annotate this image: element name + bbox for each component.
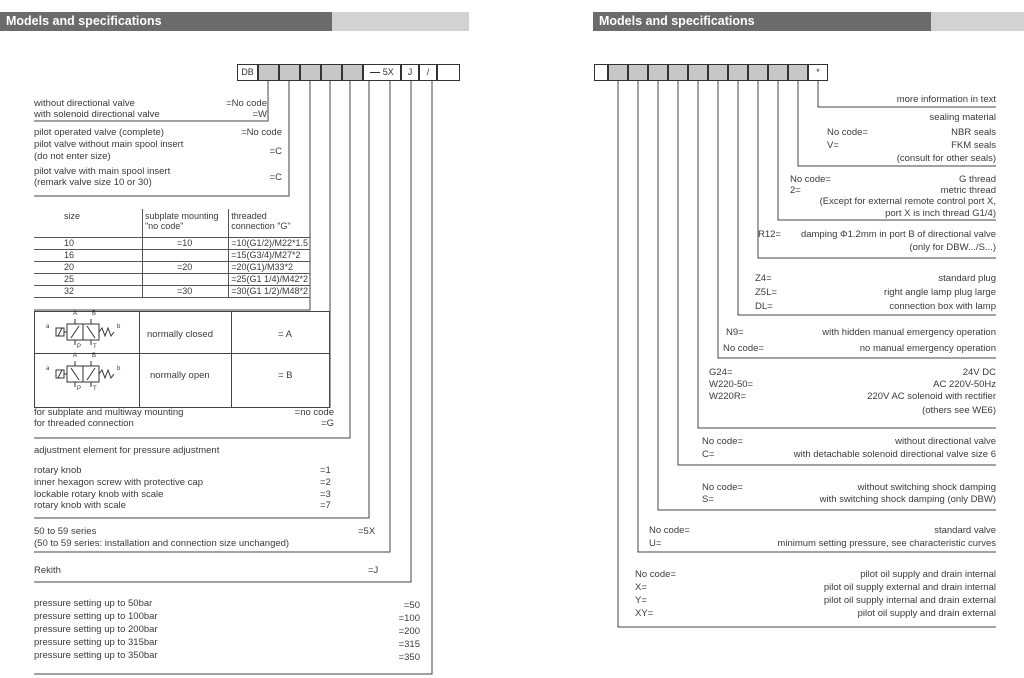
subplate-col-header: subplate mounting "no code" [142, 209, 228, 238]
threaded-cell: =25(G1 1/4)/M42*2 [229, 274, 310, 286]
symbol2-port-p: P [77, 386, 82, 392]
r-oil-k3: Y= [635, 595, 647, 606]
symbol2-port-t: T [93, 386, 97, 392]
size-cell: 25 [34, 274, 142, 286]
r-dir-k2: C= [702, 449, 715, 460]
subplate-cell: =20 [142, 262, 228, 274]
r-seal-k1: No code= [827, 127, 868, 138]
r-plug-v3: connection box with lamp [889, 301, 996, 312]
r-shock-k1: No code= [702, 482, 743, 493]
adjust-item-code: =2 [320, 477, 331, 488]
pilot-b-code: =C [269, 146, 282, 157]
r-seal-title: sealing material [929, 112, 996, 123]
pressure-label: pressure setting up to 350bar [34, 650, 158, 661]
pilot-c-code: =C [269, 172, 282, 183]
series-note: (50 to 59 series: installation and connection size unchanged) [34, 538, 290, 549]
r-manual-k2: No code= [723, 343, 764, 354]
r-seal-v3: (consult for other seals) [896, 153, 996, 164]
r-thread-k2: 2= [790, 185, 801, 196]
r-minp-k1: No code= [649, 525, 690, 536]
r-manual-k1: N9= [726, 327, 744, 338]
r-shock-v1: without switching shock damping [857, 482, 996, 493]
subplate-cell: =30 [142, 286, 228, 298]
series-code: =5X [358, 526, 376, 537]
r-volt-k1: G24= [709, 367, 733, 378]
symbol1-b: b [117, 324, 121, 330]
pressure-code: =100 [398, 613, 420, 624]
r-r12-k: R12= [758, 229, 781, 240]
r-plug-k1: Z4= [755, 273, 772, 284]
r-plug-k2: Z5L= [755, 287, 777, 298]
r-dir-k1: No code= [702, 436, 743, 447]
r-oil-v1: pilot oil supply and drain internal [860, 569, 996, 580]
r-minp-v2: minimum setting pressure, see characteristic curves [777, 538, 996, 549]
r-dir-v1: without directional valve [895, 436, 996, 447]
r-seal-v1: NBR seals [951, 127, 996, 138]
r-volt-k2: W220-50= [709, 379, 754, 390]
mounting-a-label: for subplate and multiway mounting [34, 407, 184, 418]
subplate-cell: =10 [142, 238, 228, 250]
r-minp-v1: standard valve [934, 525, 996, 536]
rekith-code: =J [368, 565, 379, 576]
r-volt-k3: W220R= [709, 391, 747, 402]
symbol2-a: a [46, 366, 50, 372]
mounting-b-label: for threaded connection [34, 418, 134, 429]
r-seal-k2: V= [827, 140, 839, 151]
r-volt-v1: 24V DC [962, 367, 996, 378]
pilot-a-code: =No code [241, 127, 282, 138]
symbol2-code: = B [278, 370, 293, 381]
size-cell: 16 [34, 250, 142, 262]
left-header-title: Models and specifications [6, 14, 162, 28]
r-oil-v2: pilot oil supply external and drain internal [823, 582, 996, 593]
dir-valve-b-label: with solenoid directional valve [34, 109, 160, 120]
symbol1-label: normally closed [147, 329, 213, 340]
symbol1-port-t: T [93, 344, 97, 350]
symbol1-a: a [46, 324, 50, 330]
size-cell: 32 [34, 286, 142, 298]
r-shock-v2: with switching shock damping (only DBW) [819, 494, 996, 505]
r-manual-v2: no manual emergency operation [859, 343, 996, 354]
threaded-cell: =15(G3/4)/M27*2 [229, 250, 310, 262]
rekith-label: Rekith [34, 565, 61, 576]
adjust-item-label: inner hexagon screw with protective cap [34, 477, 203, 488]
code-box-slash: / [419, 64, 437, 81]
r-thread-v1: G thread [959, 174, 996, 185]
r-thread-v3: (Except for external remote control port X, [819, 196, 996, 207]
r-oil-k2: X= [635, 582, 647, 593]
r-code-box-star: * [808, 64, 828, 81]
pilot-c-label: pilot valve with main spool insert [34, 166, 171, 177]
pilot-c-note: (remark valve size 10 or 30) [34, 177, 152, 188]
symbol2-b: b [117, 366, 121, 372]
r-volt-v4: (others see WE6) [922, 405, 996, 416]
size-cell: 20 [34, 262, 142, 274]
code-box-j: J [401, 64, 419, 81]
r-thread-v4: port X is inch thread G1/4) [885, 208, 996, 219]
pressure-code: =50 [403, 600, 420, 611]
r-oil-v4: pilot oil supply and drain external [857, 608, 996, 619]
r-more-info: more information in text [896, 94, 996, 105]
symbol1-code: = A [278, 329, 292, 340]
r-minp-k2: U= [649, 538, 662, 549]
r-thread-k1: No code= [790, 174, 831, 185]
r-plug-k3: DL= [755, 301, 773, 312]
symbol2-label: normally open [150, 370, 210, 381]
r-oil-k4: XY= [635, 608, 654, 619]
r-manual-v1: with hidden manual emergency operation [822, 327, 996, 338]
mounting-a-code: =no code [294, 407, 334, 418]
pressure-code: =350 [398, 652, 420, 663]
r-volt-v3: 220V AC solenoid with rectifier [867, 391, 996, 402]
dir-valve-a-code: =No code [226, 98, 267, 109]
threaded-col-header: threaded connection "G" [229, 209, 310, 238]
adjust-item-label: rotary knob [34, 465, 82, 476]
pressure-label: pressure setting up to 315bar [34, 637, 158, 648]
pressure-label: pressure setting up to 100bar [34, 611, 158, 622]
r-plug-v1: standard plug [938, 273, 996, 284]
threaded-cell: =20(G1)/M33*2 [229, 262, 310, 274]
r-r12-v2: (only for DBW.../S...) [909, 242, 996, 253]
series-label: 50 to 59 series [34, 526, 97, 537]
pressure-label: pressure setting up to 200bar [34, 624, 158, 635]
adjust-item-label: lockable rotary knob with scale [34, 489, 164, 500]
symbol1-port-p: P [77, 344, 82, 350]
pilot-b-note: (do not enter size) [34, 151, 111, 162]
dir-valve-a-label: without directional valve [34, 98, 135, 109]
symbol1-port-a: A [73, 311, 78, 317]
mounting-b-code: =G [321, 418, 334, 429]
right-header-title: Models and specifications [599, 14, 755, 28]
r-dir-v2: with detachable solenoid directional valve size 6 [793, 449, 996, 460]
code-box-5x-text: 5X [382, 67, 394, 77]
pressure-code: =315 [398, 639, 420, 650]
dir-valve-b-code: =W [252, 109, 267, 120]
r-seal-v2: FKM seals [951, 140, 996, 151]
size-col-header: size [34, 209, 142, 238]
size-cell: 10 [34, 238, 142, 250]
symbol2-port-a: A [73, 353, 78, 359]
pilot-a-label: pilot operated valve (complete) [34, 127, 164, 138]
adjust-item-code: =3 [320, 489, 331, 500]
pressure-label: pressure setting up to 50bar [34, 598, 153, 609]
code-box-db: DB [237, 64, 258, 81]
r-oil-k1: No code= [635, 569, 676, 580]
r-r12-v1: damping Φ1.2mm in port B of directional valve [800, 229, 996, 240]
r-volt-v2: AC 220V-50Hz [933, 379, 996, 390]
adjust-item-code: =7 [320, 500, 331, 511]
symbol2-port-b: B [92, 353, 97, 359]
r-shock-k2: S= [702, 494, 714, 505]
r-plug-v2: right angle lamp plug large [884, 287, 996, 298]
adjust-item-code: =1 [320, 465, 331, 476]
threaded-cell: =10(G1/2)/M22*1.5 [229, 238, 310, 250]
adjust-title: adjustment element for pressure adjustment [34, 445, 220, 456]
symbol1-port-b: B [92, 311, 97, 317]
r-oil-v3: pilot oil supply internal and drain external [823, 595, 996, 606]
pilot-b-label: pilot valve without main spool insert [34, 139, 184, 150]
r-thread-v2: metric thread [940, 185, 996, 196]
threaded-cell: =30(G1 1/2)/M48*2 [229, 286, 310, 298]
adjust-item-label: rotary knob with scale [34, 500, 126, 511]
pressure-code: =200 [398, 626, 420, 637]
